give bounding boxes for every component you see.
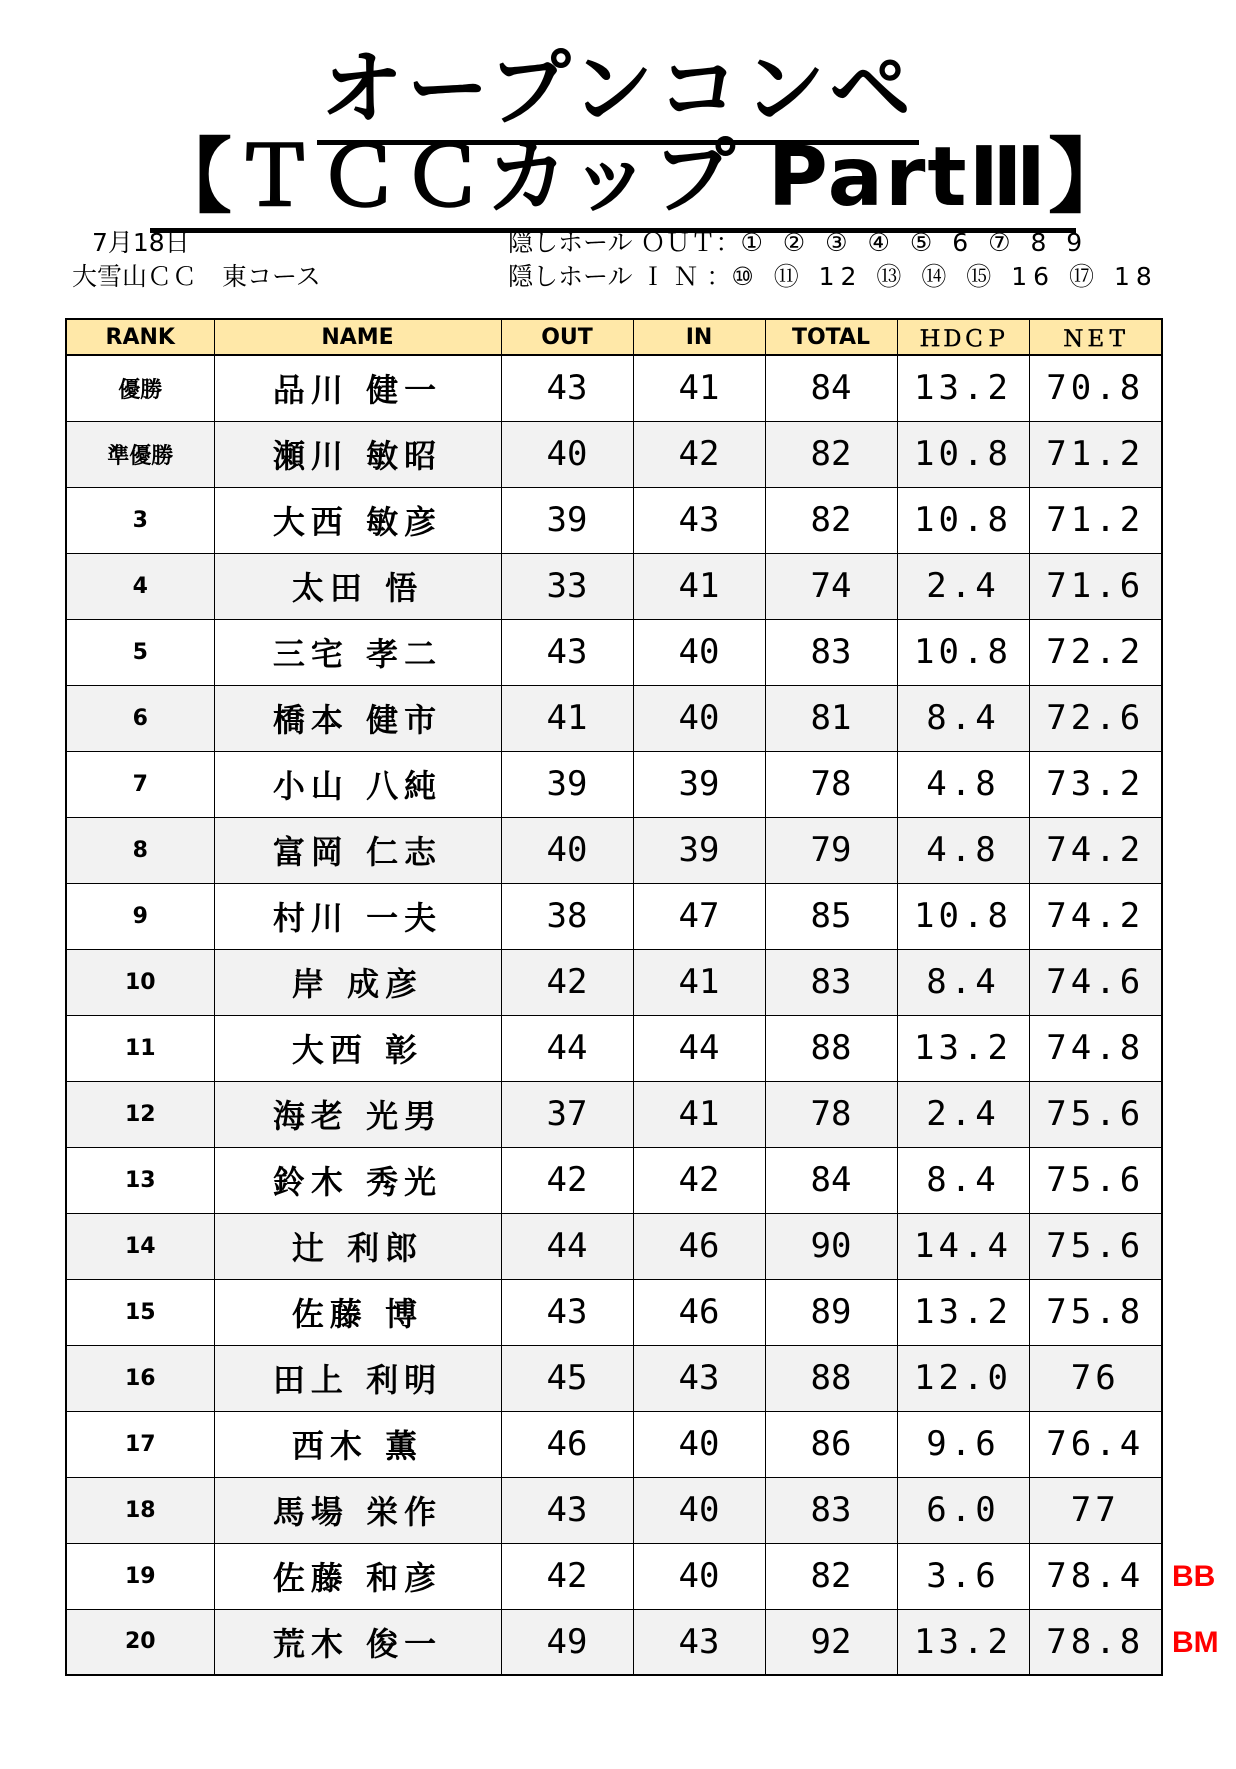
header-net: ＮＥＴ bbox=[1029, 319, 1162, 355]
table-row bbox=[66, 1345, 1162, 1411]
out-score-cell: 43 bbox=[501, 1279, 633, 1345]
results-body bbox=[66, 355, 1162, 1675]
rank-cell: 7 bbox=[66, 751, 214, 817]
total-score-cell: 78 bbox=[765, 751, 897, 817]
hidden-holes-out-list: ① ② ③ ④ ⑤ 6 ⑦ 8 9 bbox=[740, 228, 1089, 257]
player-name-cell: 荒木 俊一 bbox=[214, 1609, 501, 1675]
total-score-cell: 79 bbox=[765, 817, 897, 883]
hdcp-cell: 10.8 bbox=[897, 487, 1029, 553]
out-score-cell: 39 bbox=[501, 487, 633, 553]
total-score-cell: 81 bbox=[765, 685, 897, 751]
hidden-holes-in-list: ⑩ ⑪ 12 ⑬ ⑭ ⑮ 16 ⑰ 18 bbox=[731, 262, 1158, 291]
in-score-cell: 40 bbox=[633, 1411, 765, 1477]
total-score-cell: 92 bbox=[765, 1609, 897, 1675]
in-score-cell: 43 bbox=[633, 1609, 765, 1675]
table-row bbox=[66, 553, 1162, 619]
hdcp-cell: 12.0 bbox=[897, 1345, 1029, 1411]
page-subtitle: 【ＴＣＣカップ PartⅢ】 bbox=[150, 130, 1133, 225]
rank-cell: 15 bbox=[66, 1279, 214, 1345]
rank-cell: 13 bbox=[66, 1147, 214, 1213]
net-score-cell: 75.6 bbox=[1029, 1081, 1162, 1147]
table-row bbox=[66, 1411, 1162, 1477]
player-name-cell: 海老 光男 bbox=[214, 1081, 501, 1147]
table-row bbox=[66, 421, 1162, 487]
hidden-holes-out-label: 隠しホール ＯＵＴ： bbox=[508, 228, 741, 257]
total-score-cell: 78 bbox=[765, 1081, 897, 1147]
table-row bbox=[66, 1015, 1162, 1081]
rank-cell: 9 bbox=[66, 883, 214, 949]
total-score-cell: 89 bbox=[765, 1279, 897, 1345]
table-row bbox=[66, 1477, 1162, 1543]
prize-mark: BB bbox=[1172, 1560, 1216, 1593]
in-score-cell: 41 bbox=[633, 949, 765, 1015]
in-score-cell: 46 bbox=[633, 1213, 765, 1279]
out-score-cell: 44 bbox=[501, 1213, 633, 1279]
rank-cell: 12 bbox=[66, 1081, 214, 1147]
hdcp-cell: 9.6 bbox=[897, 1411, 1029, 1477]
net-score-cell: 76 bbox=[1029, 1345, 1162, 1411]
net-score-cell: 72.6 bbox=[1029, 685, 1162, 751]
rank-cell: 10 bbox=[66, 949, 214, 1015]
table-row bbox=[66, 355, 1162, 421]
net-score-cell: 72.2 bbox=[1029, 619, 1162, 685]
player-name-cell: 品川 健一 bbox=[214, 355, 501, 421]
net-score-cell: 70.8 bbox=[1029, 355, 1162, 421]
out-score-cell: 46 bbox=[501, 1411, 633, 1477]
in-score-cell: 43 bbox=[633, 1345, 765, 1411]
hidden-holes-out bbox=[508, 226, 1088, 260]
hdcp-cell: 13.2 bbox=[897, 355, 1029, 421]
rank-cell: 準優勝 bbox=[66, 421, 214, 487]
in-score-cell: 39 bbox=[633, 751, 765, 817]
header-out: OUT bbox=[501, 319, 633, 355]
net-score-cell: 75.6 bbox=[1029, 1147, 1162, 1213]
in-score-cell: 46 bbox=[633, 1279, 765, 1345]
table-row bbox=[66, 817, 1162, 883]
total-score-cell: 88 bbox=[765, 1345, 897, 1411]
player-name-cell: 大西 彰 bbox=[214, 1015, 501, 1081]
net-score-cell: 78.4 bbox=[1029, 1543, 1162, 1609]
net-score-cell: 77 bbox=[1029, 1477, 1162, 1543]
player-name-cell: 橋本 健市 bbox=[214, 685, 501, 751]
rank-cell: 14 bbox=[66, 1213, 214, 1279]
out-score-cell: 33 bbox=[501, 553, 633, 619]
in-score-cell: 41 bbox=[633, 1081, 765, 1147]
net-score-cell: 75.6 bbox=[1029, 1213, 1162, 1279]
player-name-cell: 太田 悟 bbox=[214, 553, 501, 619]
table-row bbox=[66, 487, 1162, 553]
out-score-cell: 41 bbox=[501, 685, 633, 751]
table-row bbox=[66, 1081, 1162, 1147]
player-name-cell: 村川 一夫 bbox=[214, 883, 501, 949]
page-title: オープンコンペ bbox=[317, 40, 920, 145]
out-score-cell: 42 bbox=[501, 949, 633, 1015]
total-score-cell: 86 bbox=[765, 1411, 897, 1477]
total-score-cell: 74 bbox=[765, 553, 897, 619]
player-name-cell: 大西 敏彦 bbox=[214, 487, 501, 553]
player-name-cell: 鈴木 秀光 bbox=[214, 1147, 501, 1213]
total-score-cell: 82 bbox=[765, 1543, 897, 1609]
rank-cell: 3 bbox=[66, 487, 214, 553]
player-name-cell: 馬場 栄作 bbox=[214, 1477, 501, 1543]
hdcp-cell: 2.4 bbox=[897, 553, 1029, 619]
table-row bbox=[66, 685, 1162, 751]
header-name: NAME bbox=[214, 319, 501, 355]
out-score-cell: 37 bbox=[501, 1081, 633, 1147]
hdcp-cell: 13.2 bbox=[897, 1609, 1029, 1675]
net-score-cell: 71.6 bbox=[1029, 553, 1162, 619]
rank-cell: 18 bbox=[66, 1477, 214, 1543]
player-name-cell: 岸 成彦 bbox=[214, 949, 501, 1015]
player-name-cell: 田上 利明 bbox=[214, 1345, 501, 1411]
out-score-cell: 45 bbox=[501, 1345, 633, 1411]
out-score-cell: 43 bbox=[501, 619, 633, 685]
hidden-holes-in-label: 隠しホール Ｉ Ｎ ： bbox=[508, 262, 732, 291]
table-row bbox=[66, 1609, 1162, 1675]
net-score-cell: 74.6 bbox=[1029, 949, 1162, 1015]
player-name-cell: 西木 薫 bbox=[214, 1411, 501, 1477]
net-score-cell: 76.4 bbox=[1029, 1411, 1162, 1477]
net-score-cell: 74.2 bbox=[1029, 817, 1162, 883]
rank-cell: 8 bbox=[66, 817, 214, 883]
rank-cell: 19 bbox=[66, 1543, 214, 1609]
course-name: 大雪山ＣＣ 東コース bbox=[72, 262, 321, 291]
player-name-cell: 佐藤 博 bbox=[214, 1279, 501, 1345]
hdcp-cell: 10.8 bbox=[897, 421, 1029, 487]
total-score-cell: 84 bbox=[765, 355, 897, 421]
table-row bbox=[66, 1213, 1162, 1279]
net-score-cell: 78.8 bbox=[1029, 1609, 1162, 1675]
rank-cell: 4 bbox=[66, 553, 214, 619]
hdcp-cell: 3.6 bbox=[897, 1543, 1029, 1609]
hdcp-cell: 14.4 bbox=[897, 1213, 1029, 1279]
in-score-cell: 47 bbox=[633, 883, 765, 949]
net-score-cell: 75.8 bbox=[1029, 1279, 1162, 1345]
total-score-cell: 82 bbox=[765, 487, 897, 553]
player-name-cell: 小山 八純 bbox=[214, 751, 501, 817]
in-score-cell: 44 bbox=[633, 1015, 765, 1081]
net-score-cell: 74.8 bbox=[1029, 1015, 1162, 1081]
hdcp-cell: 13.2 bbox=[897, 1015, 1029, 1081]
in-score-cell: 40 bbox=[633, 1543, 765, 1609]
prize-mark: BM bbox=[1172, 1626, 1219, 1659]
out-score-cell: 43 bbox=[501, 1477, 633, 1543]
total-score-cell: 90 bbox=[765, 1213, 897, 1279]
table-row bbox=[66, 1147, 1162, 1213]
table-row bbox=[66, 949, 1162, 1015]
net-score-cell: 73.2 bbox=[1029, 751, 1162, 817]
header-rank: RANK bbox=[66, 319, 214, 355]
in-score-cell: 43 bbox=[633, 487, 765, 553]
player-name-cell: 富岡 仁志 bbox=[214, 817, 501, 883]
out-score-cell: 42 bbox=[501, 1543, 633, 1609]
hdcp-cell: 4.8 bbox=[897, 817, 1029, 883]
player-name-cell: 三宅 孝二 bbox=[214, 619, 501, 685]
in-score-cell: 41 bbox=[633, 553, 765, 619]
total-score-cell: 83 bbox=[765, 949, 897, 1015]
total-score-cell: 83 bbox=[765, 619, 897, 685]
rank-cell: 17 bbox=[66, 1411, 214, 1477]
hdcp-cell: 13.2 bbox=[897, 1279, 1029, 1345]
out-score-cell: 44 bbox=[501, 1015, 633, 1081]
table-row bbox=[66, 883, 1162, 949]
hdcp-cell: 6.0 bbox=[897, 1477, 1029, 1543]
hdcp-cell: 10.8 bbox=[897, 883, 1029, 949]
hdcp-cell: 8.4 bbox=[897, 1147, 1029, 1213]
subtitle-wrap bbox=[150, 128, 1133, 233]
player-name-cell: 辻 利郎 bbox=[214, 1213, 501, 1279]
out-score-cell: 40 bbox=[501, 421, 633, 487]
hdcp-cell: 10.8 bbox=[897, 619, 1029, 685]
header-hdcp: ＨＤＣＰ bbox=[897, 319, 1029, 355]
table-row bbox=[66, 1279, 1162, 1345]
in-score-cell: 39 bbox=[633, 817, 765, 883]
player-name-cell: 佐藤 和彦 bbox=[214, 1543, 501, 1609]
results-table bbox=[65, 318, 1163, 1676]
in-score-cell: 40 bbox=[633, 619, 765, 685]
event-date: 7月18日 bbox=[92, 228, 190, 257]
total-score-cell: 84 bbox=[765, 1147, 897, 1213]
player-name-cell: 瀬川 敏昭 bbox=[214, 421, 501, 487]
out-score-cell: 43 bbox=[501, 355, 633, 421]
in-score-cell: 41 bbox=[633, 355, 765, 421]
out-score-cell: 49 bbox=[501, 1609, 633, 1675]
hdcp-cell: 8.4 bbox=[897, 949, 1029, 1015]
table-row bbox=[66, 1543, 1162, 1609]
out-score-cell: 40 bbox=[501, 817, 633, 883]
table-row bbox=[66, 619, 1162, 685]
rank-cell: 6 bbox=[66, 685, 214, 751]
total-score-cell: 88 bbox=[765, 1015, 897, 1081]
total-score-cell: 85 bbox=[765, 883, 897, 949]
rank-cell: 11 bbox=[66, 1015, 214, 1081]
table-row bbox=[66, 751, 1162, 817]
out-score-cell: 42 bbox=[501, 1147, 633, 1213]
in-score-cell: 40 bbox=[633, 685, 765, 751]
rank-cell: 5 bbox=[66, 619, 214, 685]
in-score-cell: 40 bbox=[633, 1477, 765, 1543]
net-score-cell: 71.2 bbox=[1029, 487, 1162, 553]
out-score-cell: 38 bbox=[501, 883, 633, 949]
total-score-cell: 83 bbox=[765, 1477, 897, 1543]
out-score-cell: 39 bbox=[501, 751, 633, 817]
rank-cell: 優勝 bbox=[66, 355, 214, 421]
hdcp-cell: 4.8 bbox=[897, 751, 1029, 817]
hdcp-cell: 2.4 bbox=[897, 1081, 1029, 1147]
net-score-cell: 74.2 bbox=[1029, 883, 1162, 949]
table-header-row bbox=[66, 319, 1162, 355]
hidden-holes-in bbox=[508, 260, 1158, 294]
net-score-cell: 71.2 bbox=[1029, 421, 1162, 487]
rank-cell: 20 bbox=[66, 1609, 214, 1675]
in-score-cell: 42 bbox=[633, 421, 765, 487]
in-score-cell: 42 bbox=[633, 1147, 765, 1213]
rank-cell: 16 bbox=[66, 1345, 214, 1411]
header-total: TOTAL bbox=[765, 319, 897, 355]
total-score-cell: 82 bbox=[765, 421, 897, 487]
header-in: IN bbox=[633, 319, 765, 355]
hdcp-cell: 8.4 bbox=[897, 685, 1029, 751]
